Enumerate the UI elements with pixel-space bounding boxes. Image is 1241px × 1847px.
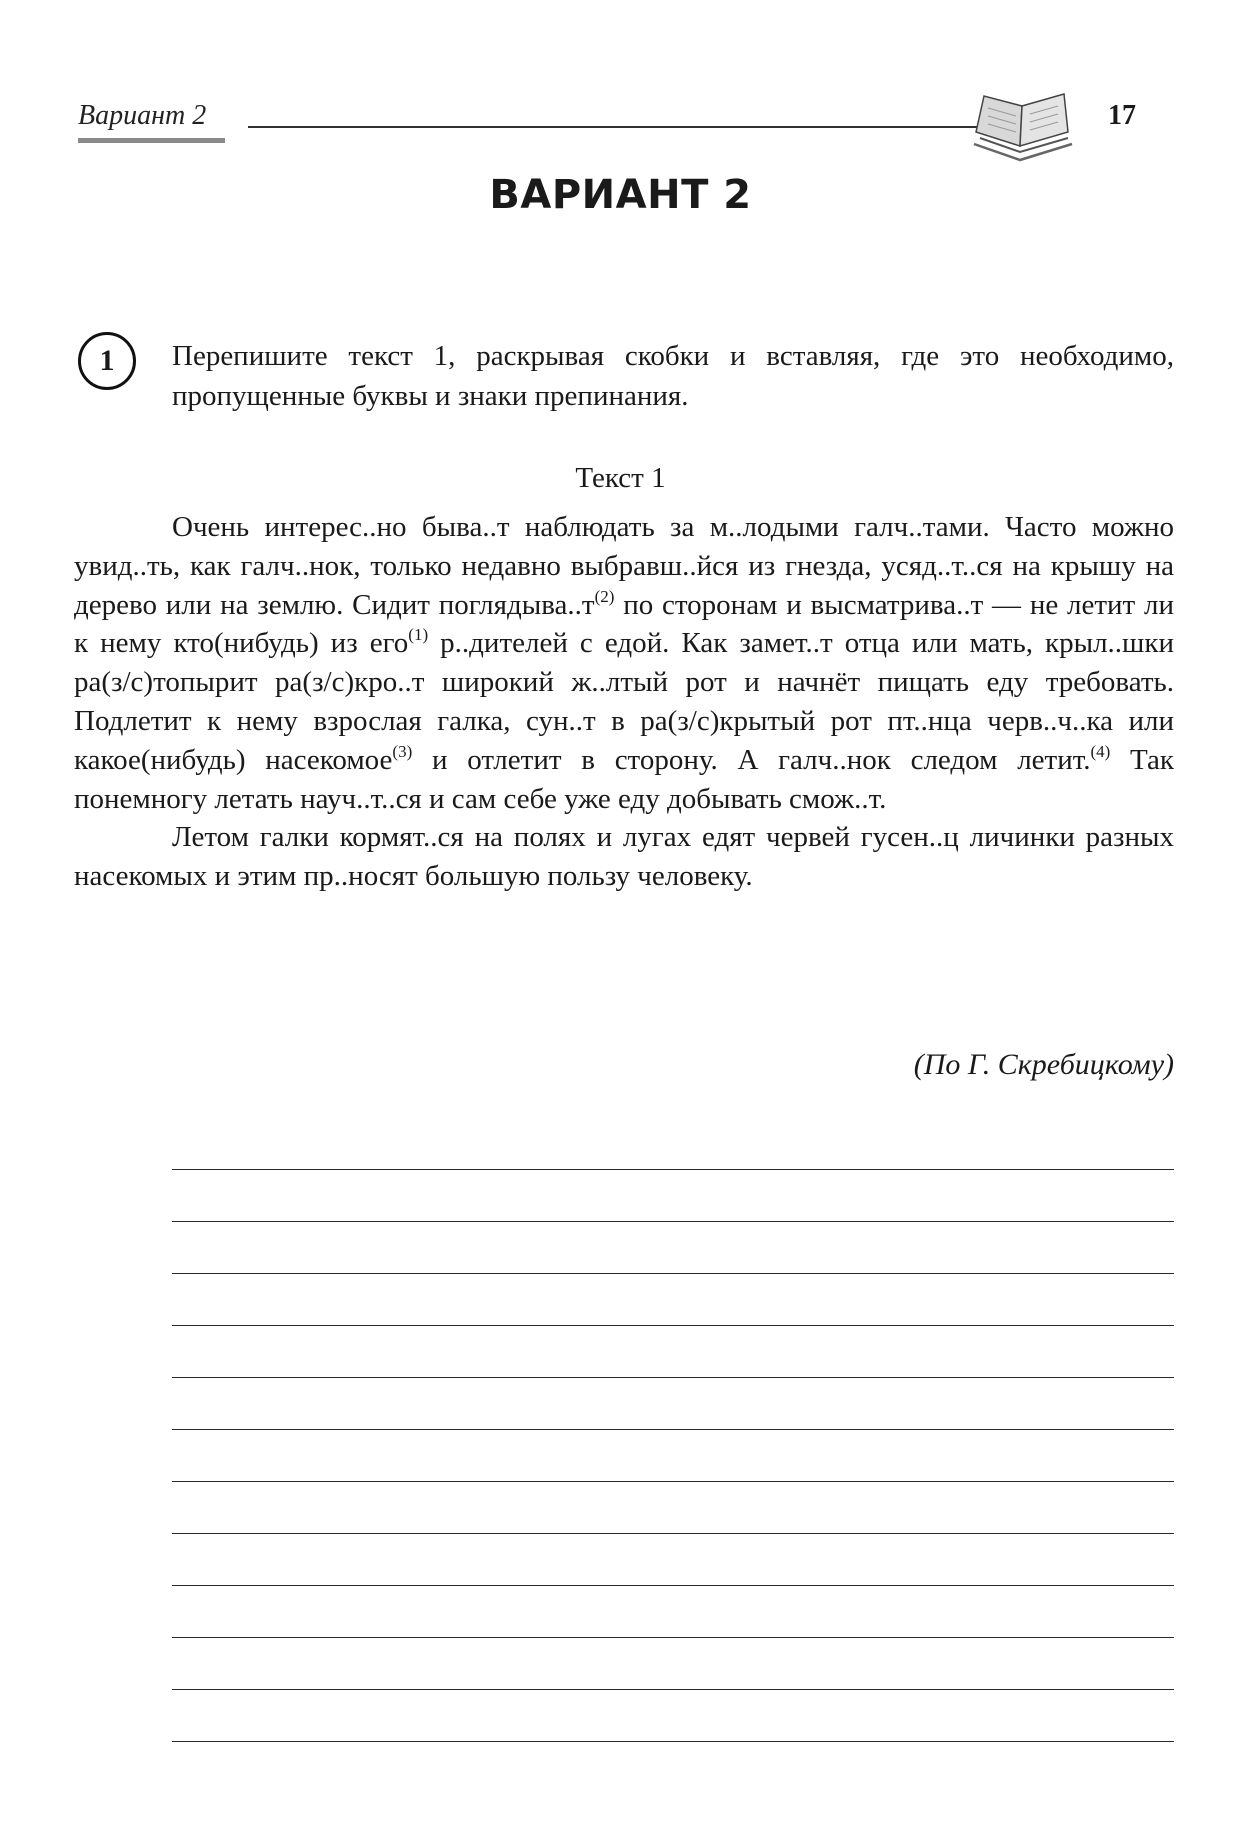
exercise-text (74, 508, 1174, 896)
answer-line[interactable] (172, 1690, 1174, 1742)
footnote-marker: (3) (392, 741, 413, 761)
text-fragment: Так понемногу летать науч..т..ся и сам себе уже еду добывать смож..т. (74, 743, 1175, 815)
text-title: Текст 1 (575, 462, 666, 494)
text-fragment: и отлетит в сторону. А галч..нок следом летит. (412, 743, 1091, 776)
header-rule (248, 126, 1068, 128)
page-number: 17 (1108, 100, 1136, 131)
answer-line[interactable] (172, 1170, 1174, 1222)
footnote-marker: (1) (408, 625, 429, 645)
running-title-underline (78, 138, 225, 143)
answer-line[interactable] (172, 1222, 1174, 1274)
text-fragment: р..дителей с едой. Как замет..т отца или мать, крыл..шки ра(з/с)топырит ра(з/с)кро..т широкий ж..лтый рот и начнёт пищать еду требовать. Подлетит к нему взрослая галка, сун..т в ра(з/с)крытый рот пт..нца черв..ч..ка или какое(нибудь) насекомое (74, 627, 1174, 776)
variant-title: ВАРИАНТ 2 (489, 172, 752, 218)
task-instruction: Перепишите текст 1, раскрывая скобки и вставляя, где это необходимо, пропущенные буквы и знаки препинания. (172, 340, 1174, 412)
text-paragraph-1 (74, 508, 1174, 818)
text-fragment: по сторонам и высматрива..т — не летит ли к нему кто(нибудь) из его (74, 588, 1174, 660)
task-number-badge: 1 (78, 332, 136, 390)
answer-line[interactable] (172, 1638, 1174, 1690)
text-paragraph-2: Летом галки кормят..ся на полях и лугах едят червей гусен..ц личинки разных насекомых и этим пр..носят большую пользу человеку. (74, 821, 1174, 893)
text-attribution: (По Г. Скребицкому) (913, 1048, 1174, 1081)
open-book-icon (968, 88, 1078, 168)
answer-line[interactable] (172, 1534, 1174, 1586)
running-title: Вариант 2 (78, 100, 207, 131)
running-header (78, 98, 1178, 158)
answer-line[interactable] (172, 1274, 1174, 1326)
answer-line[interactable] (172, 1326, 1174, 1378)
answer-line[interactable] (172, 1430, 1174, 1482)
answer-line[interactable] (172, 1586, 1174, 1638)
answer-line[interactable] (172, 1378, 1174, 1430)
answer-line[interactable] (172, 1118, 1174, 1170)
footnote-marker: (2) (594, 586, 615, 606)
text-fragment: Очень интерес..но быва..т наблюдать за м..лодыми галч..тами. Часто можно увид..ть, как галч..нок, только недавно выбравш..йся из гнезда, усяд..т..ся на крышу на дерево или на землю. Сидит поглядыва..т (74, 511, 1174, 621)
answer-line[interactable] (172, 1482, 1174, 1534)
answer-lines (172, 1118, 1174, 1742)
footnote-marker: (4) (1090, 741, 1111, 761)
